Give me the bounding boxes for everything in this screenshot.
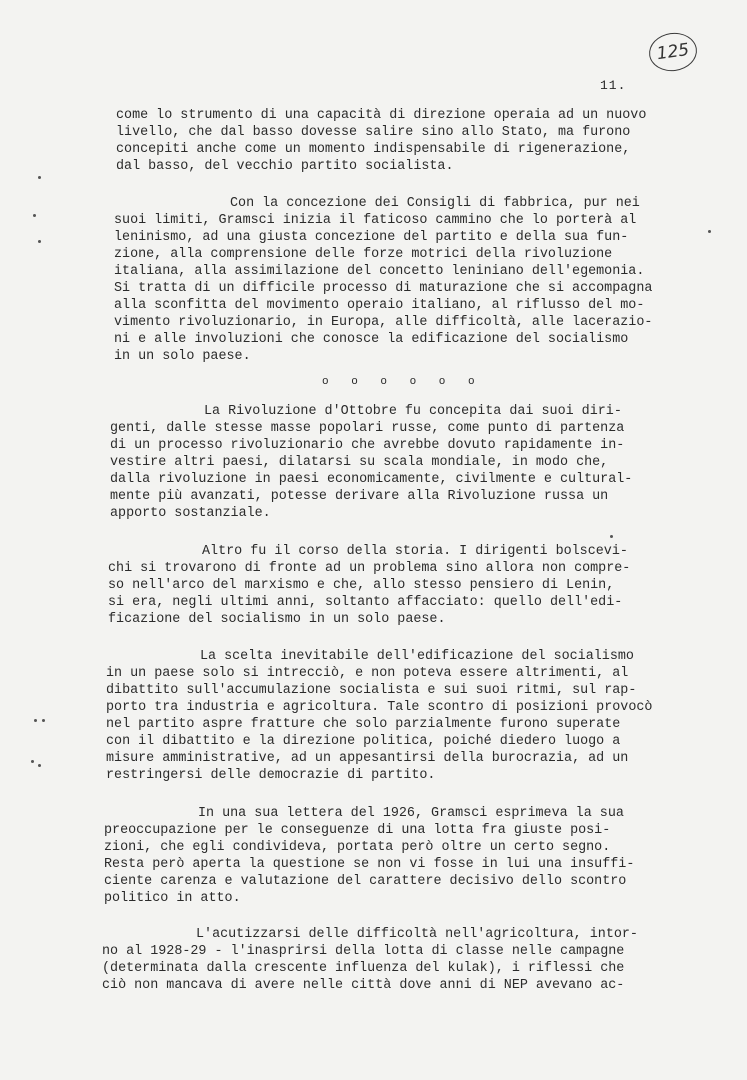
- text-line: Con la concezione dei Consigli di fabbrica, pur nei: [230, 196, 640, 211]
- text-line: Resta però aperta la questione se non vi fosse in lui una insuffi-: [104, 857, 635, 872]
- text-line: La Rivoluzione d'Ottobre fu concepita dai suoi diri-: [204, 404, 622, 419]
- text-line: dalla rivoluzione in paesi economicamente, civilmente e cultural-: [110, 472, 633, 487]
- text-line: alla sconfitta del movimento operaio italiano, al riflusso del mo-: [114, 298, 645, 313]
- scan-speck: [31, 760, 34, 763]
- text-line: vimento rivoluzionario, in Europa, alle difficoltà, alle lacerazio-: [114, 315, 653, 330]
- text-line: politico in atto.: [104, 891, 241, 906]
- text-line: mente più avanzati, potesse derivare alla Rivoluzione russa un: [110, 489, 609, 504]
- text-line: In una sua lettera del 1926, Gramsci esprimeva la sua: [198, 806, 624, 821]
- text-line: ni e alle involuzioni che conosce la edificazione del socialismo: [114, 332, 629, 347]
- text-line: misure amministrative, ad un appesantirsi della burocrazia, ad un: [106, 751, 629, 766]
- scan-speck: [33, 214, 36, 217]
- text-line: livello, che dal basso dovesse salire sino allo Stato, ma furono: [116, 125, 631, 140]
- text-line: leninismo, ad una giusta concezione del partito e della sua fun-: [114, 230, 629, 245]
- text-line: chi si trovarono di fronte ad un problema sino allora non compre-: [108, 561, 631, 576]
- text-line: Altro fu il corso della storia. I dirigenti bolscevi-: [202, 544, 628, 559]
- text-line: apporto sostanziale.: [110, 506, 271, 521]
- scan-speck: [34, 719, 37, 722]
- text-line: in un paese solo si intrecciò, e non poteva essere altrimenti, al: [106, 666, 629, 681]
- text-line: vestire altri paesi, dilatarsi su scala mondiale, in modo che,: [110, 455, 609, 470]
- text-line: si era, negli ultimi anni, soltanto affacciato: quello dell'edi-: [108, 595, 623, 610]
- text-line: ciò non mancava di avere nelle città dove anni di NEP avevano ac-: [102, 978, 625, 993]
- scan-speck: [38, 240, 41, 243]
- text-line: dibattito sull'accumulazione socialista e sui suoi ritmi, sul rap-: [106, 683, 637, 698]
- scan-speck: [42, 719, 45, 722]
- text-line: di un processo rivoluzionario che avrebbe dovuto rapidamente in-: [110, 438, 625, 453]
- text-line: nel partito aspre fratture che solo parzialmente furono superate: [106, 717, 621, 732]
- scan-speck: [708, 230, 711, 233]
- text-line: concepiti anche come un momento indispensabile di rigenerazione,: [116, 142, 631, 157]
- text-line: dal basso, del vecchio partito socialista.: [116, 159, 454, 174]
- text-line: con il dibattito e la direzione politica, poiché diedero luogo a: [106, 734, 621, 749]
- scan-speck: [38, 764, 41, 767]
- text-line: (determinata dalla crescente influenza del kulak), i riflessi che: [102, 961, 625, 976]
- scan-speck: [38, 176, 41, 179]
- text-line: restringersi delle democrazie di partito.: [106, 768, 436, 783]
- page-number: 11.: [600, 78, 627, 93]
- text-line: L'acutizzarsi delle difficoltà nell'agricoltura, intor-: [196, 927, 638, 942]
- text-line: genti, dalle stesse masse popolari russe, come punto di partenza: [110, 421, 625, 436]
- text-line: no al 1928-29 - l'inasprirsi della lotta di classe nelle campagne: [102, 944, 625, 959]
- text-line: ficazione del socialismo in un solo paese.: [108, 612, 446, 627]
- text-line: so nell'arco del marxismo e che, allo stesso pensiero di Lenin,: [108, 578, 615, 593]
- text-line: zione, alla comprensione delle forze motrici della rivoluzione: [114, 247, 613, 262]
- text-line: ciente carenza e valutazione del carattere decisivo dello scontro: [104, 874, 627, 889]
- scan-speck: [610, 535, 613, 538]
- text-line: zioni, che egli condivideva, portata però oltre un certo segno.: [104, 840, 611, 855]
- text-line: porto tra industria e agricoltura. Tale scontro di posizioni provocò: [106, 700, 653, 715]
- text-line: suoi limiti, Gramsci inizia il faticoso cammino che lo porterà al: [114, 213, 637, 228]
- text-line: La scelta inevitabile dell'edificazione del socialismo: [200, 649, 634, 664]
- text-line: italiana, alla assimilazione del concetto leniniano dell'egemonia.: [114, 264, 645, 279]
- text-line: Si tratta di un difficile processo di maturazione che si accompagna: [114, 281, 653, 296]
- archive-page-stamp: 125: [647, 30, 700, 74]
- text-line: come lo strumento di una capacità di direzione operaia ad un nuovo: [116, 108, 647, 123]
- text-line: preoccupazione per le conseguenze di una lotta fra giuste posi-: [104, 823, 611, 838]
- section-separator: o o o o o o: [322, 376, 483, 388]
- text-line: in un solo paese.: [114, 349, 251, 364]
